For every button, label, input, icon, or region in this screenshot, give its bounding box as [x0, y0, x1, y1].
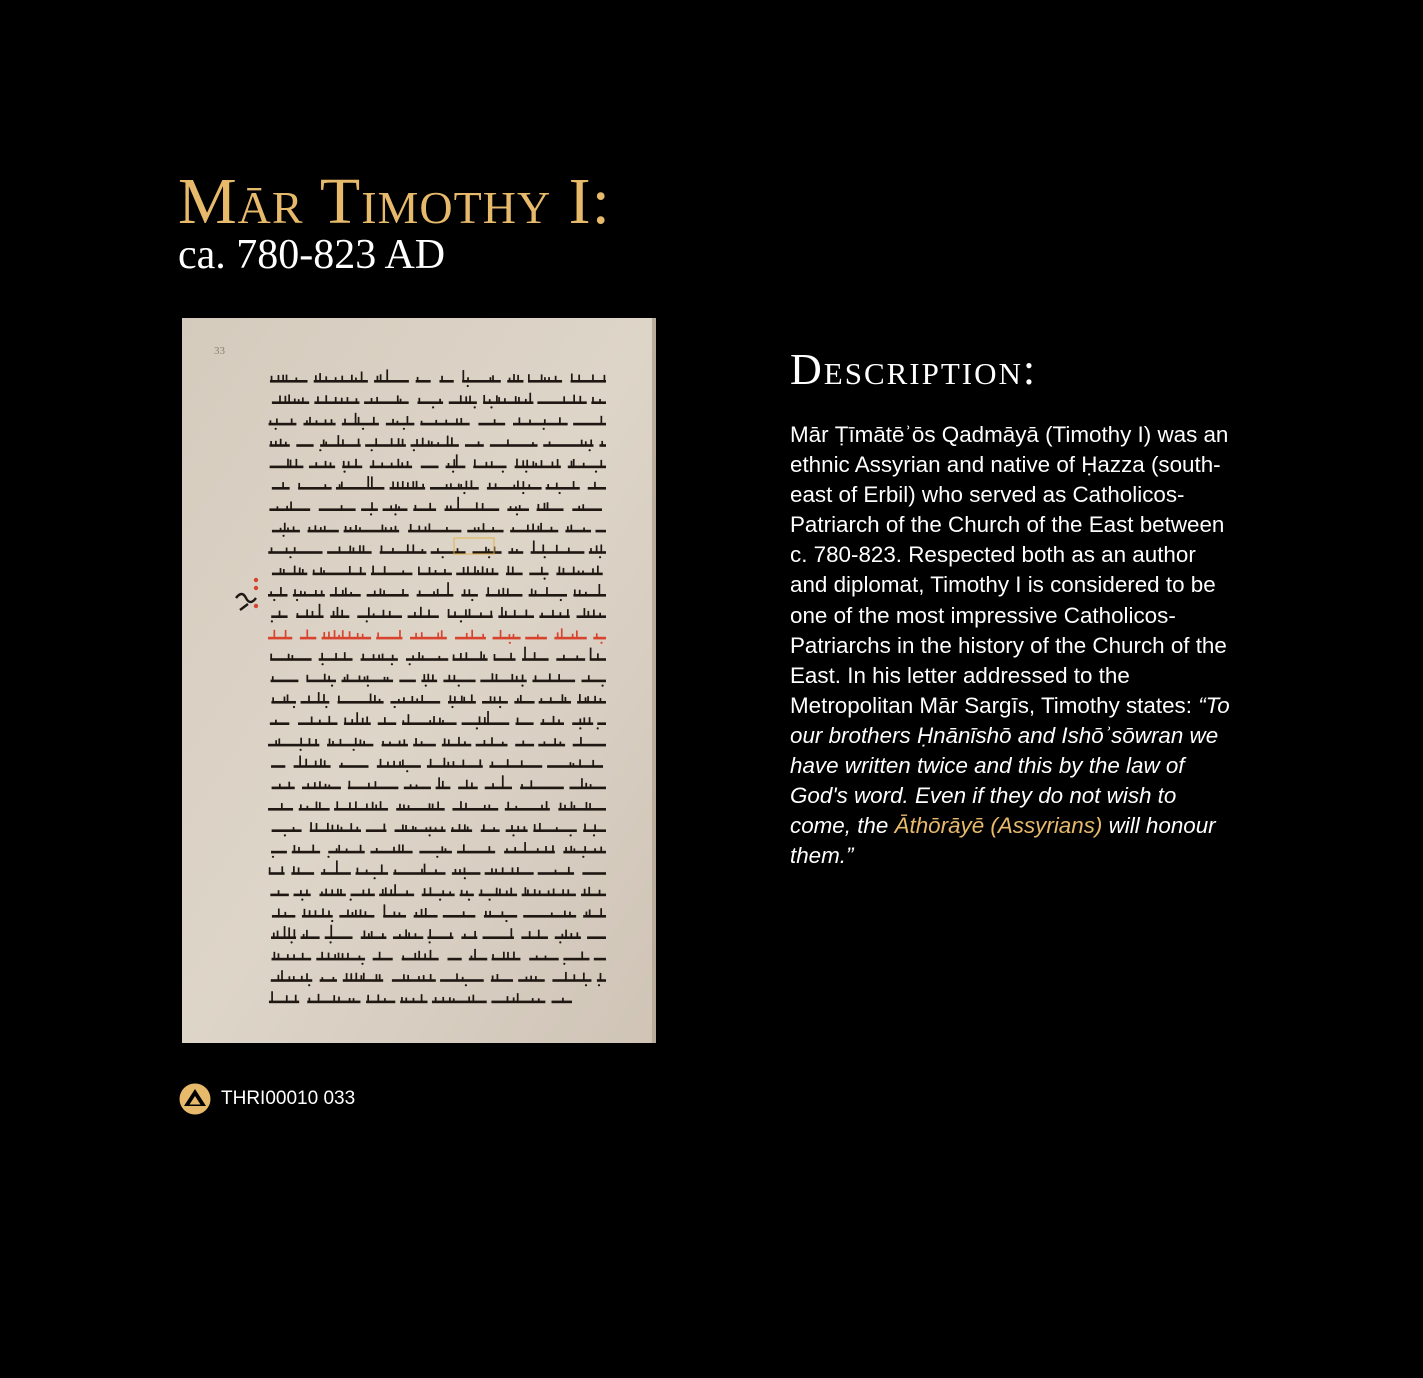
triangle-logo-icon: [179, 1083, 211, 1115]
description-heading: Description:: [790, 345, 1038, 394]
svg-text:33: 33: [214, 345, 225, 357]
description-intro: Mār Ṭīmātēʾōs Qadmāyā (Timothy I) was an ethnic Assyrian and native of Ḥazza (south-east of Erbil) who served as Catholicos-Patriarch of the Church of the East between c. 780-823. Respected both as an author and diplomat, Timothy I is considered to be one of the most impressive Catholicos-Patriarchs in the history of the Church of the East. In his letter addressed to the Metropolitan Mār Sargīs, Timothy states:: [790, 422, 1229, 718]
manuscript-image: [182, 318, 656, 1043]
page-subtitle-dates: ca. 780-823 AD: [178, 232, 446, 278]
image-caption-id: THRI00010 033: [221, 1088, 356, 1109]
description-body: [790, 420, 1235, 871]
timothy-quote: “To our brothers Ḥnānīshō and Ishōʾsōwran we have written twice and this by the law of God's word. Even if they do not wish to come, the Āthōrāyē (Assyrians) will honour them.”: [790, 692, 1230, 869]
assyrians-highlight: Āthōrāyē (Assyrians): [894, 813, 1103, 839]
image-caption: [179, 1083, 355, 1115]
page-title: Mār Timothy I:: [178, 165, 612, 238]
